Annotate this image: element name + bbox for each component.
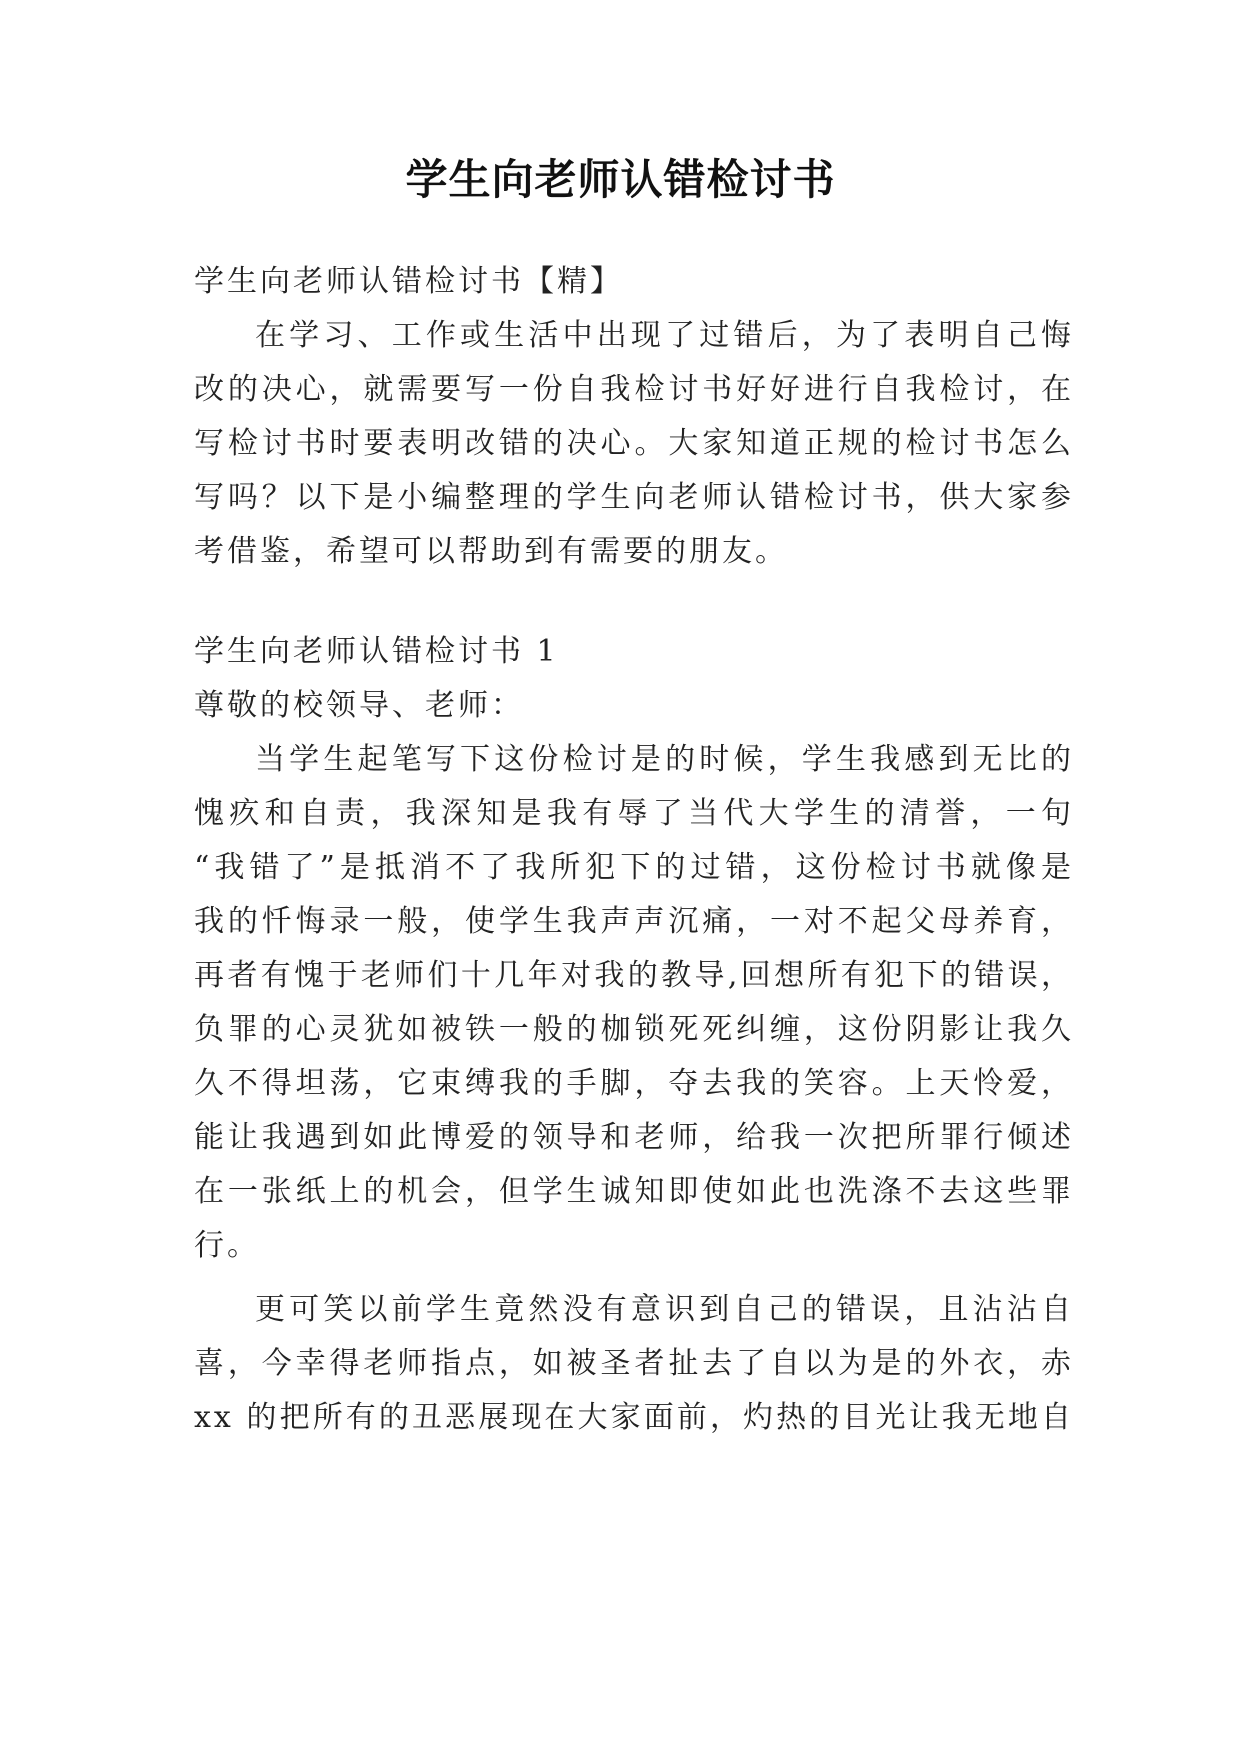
para1-line-3: “我错了”是抵消不了我所犯下的过错，这份检讨书就像是: [194, 850, 1074, 885]
para1-line-10: 行。: [194, 1228, 260, 1263]
para1-line-7: 久不得坦荡，它束缚我的手脚，夺去我的笑容。上天怜爱，: [194, 1066, 1074, 1101]
intro-line-1: 在学习、工作或生活中出现了过错后，为了表明自己悔: [255, 318, 1074, 353]
para2-line-2: 喜，今幸得老师指点，如被圣者扯去了自以为是的外衣，赤: [194, 1346, 1074, 1381]
para2-line-1: 更可笑以前学生竟然没有意识到自己的错误，且沾沾自: [255, 1292, 1074, 1327]
intro-line-5: 考借鉴，希望可以帮助到有需要的朋友。: [194, 534, 788, 569]
para1-line-1: 当学生起笔写下这份检讨是的时候，学生我感到无比的: [255, 742, 1074, 777]
para1-line-4: 我的忏悔录一般，使学生我声声沉痛，一对不起父母养育，: [194, 904, 1074, 939]
para1-line-8: 能让我遇到如此博爱的领导和老师，给我一次把所罪行倾述: [194, 1120, 1074, 1155]
para2-line-3: xx 的把所有的丑恶展现在大家面前，灼热的目光让我无地自: [194, 1400, 1074, 1435]
para1-line-9: 在一张纸上的机会，但学生诚知即使如此也洗涤不去这些罪: [194, 1174, 1074, 1209]
intro-line-2: 改的决心，就需要写一份自我检讨书好好进行自我检讨，在: [194, 372, 1074, 407]
intro-line-3: 写检讨书时要表明改错的决心。大家知道正规的检讨书怎么: [194, 426, 1074, 461]
document-title: 学生向老师认错检讨书: [405, 155, 836, 204]
para1-line-5: 再者有愧于老师们十几年对我的教导,回想所有犯下的错误，: [194, 958, 1074, 993]
para1-line-2: 愧疚和自责，我深知是我有辱了当代大学生的清誉，一句: [194, 796, 1074, 831]
document-subtitle: 学生向老师认错检讨书【精】: [194, 264, 623, 299]
intro-line-4: 写吗？以下是小编整理的学生向老师认错检讨书，供大家参: [194, 480, 1074, 515]
salutation: 尊敬的校领导、老师：: [194, 688, 524, 723]
section-heading-1: 学生向老师认错检讨书 1: [194, 634, 559, 669]
para1-line-6: 负罪的心灵犹如被铁一般的枷锁死死纠缠，这份阴影让我久: [194, 1012, 1074, 1047]
